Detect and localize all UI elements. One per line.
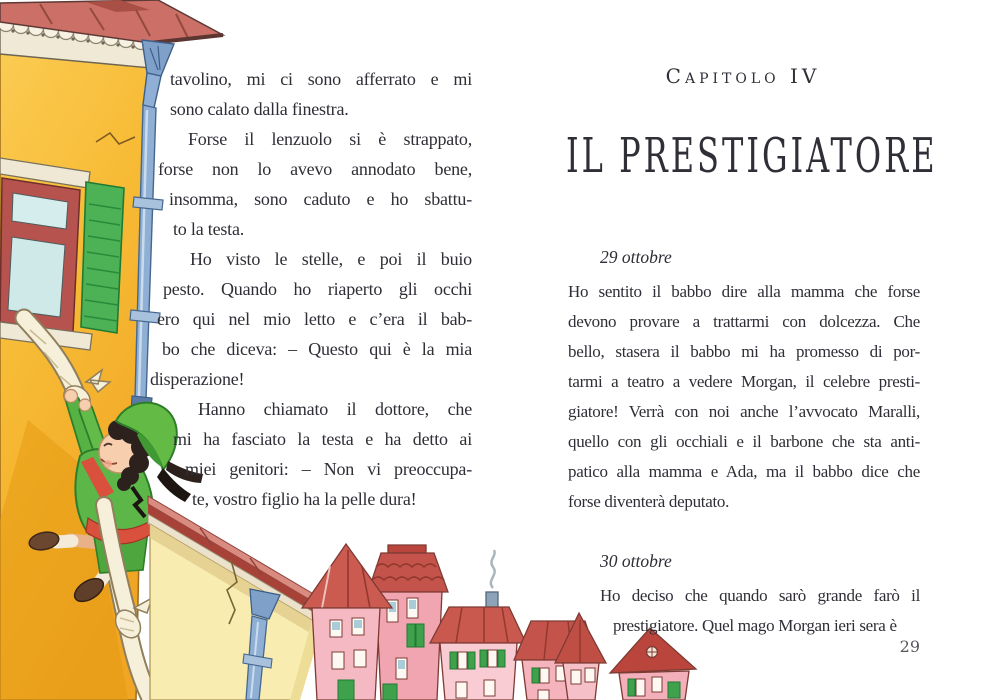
left-page-text <box>150 64 472 514</box>
window-pane-bottom <box>8 237 65 317</box>
text-line: forse diventerà deputato. <box>568 492 730 511</box>
text-line: Ho sentito il babbo dire alla mamma che forse <box>568 282 920 301</box>
text-line: pesto. Quando ho riaperto gli occhi <box>163 279 472 299</box>
text-line: patico alla mamma e Ada, ma il babbo dice che <box>568 462 920 481</box>
text-line: mi ha fasciato la testa e ha detto ai <box>173 429 472 449</box>
text-line: ero qui nel mio letto e c’era il bab- <box>157 309 472 329</box>
text-line: to la testa. <box>173 219 245 239</box>
text-line: prestigiatore. Quel mago Morgan ieri sera è <box>613 616 897 635</box>
chapter-label: Capitolo IV <box>665 64 821 88</box>
text-line: sono calato dalla finestra. <box>170 99 349 119</box>
page-number: 29 <box>899 637 920 656</box>
hand <box>65 390 78 403</box>
text-line: Ho deciso che quando sarò grande farò il <box>600 586 920 605</box>
house-scalloped <box>368 545 448 700</box>
chimney-smoke <box>491 550 495 588</box>
house-chimney <box>430 550 526 700</box>
text-line: bo che diceva: – Questo qui è la mia <box>162 339 472 359</box>
diary-entry-text <box>568 277 920 517</box>
diary-entry-date: 29 ottobre <box>600 247 672 267</box>
diary-entry-text <box>568 581 920 641</box>
text-line: Forse il lenzuolo si è strappato, <box>188 129 472 149</box>
text-line: te, vostro figlio ha la pelle dura! <box>192 489 417 509</box>
text-line: tavolino, mi ci sono afferrato e mi <box>170 69 472 89</box>
text-line: tarmi a teatro a vedere Morgan, il celebre presti- <box>568 372 920 391</box>
text-line: Hanno chiamato il dottore, che <box>198 399 472 419</box>
chapter-title: IL PRESTIGIATORE <box>566 127 938 184</box>
text-line: devono provare a trattarmi con dolcezza. Che <box>568 312 920 331</box>
text-line: giatore! Verrà con noi anche l’avvocato Maralli, <box>568 402 920 421</box>
text-line: insomma, sono caduto e ho sbattu- <box>169 189 472 209</box>
diary-entry-date: 30 ottobre <box>600 551 672 571</box>
text-line: quello con gli occhiali e il barbone che sta anti- <box>568 432 920 451</box>
text-line: forse non lo avevo annodato bene, <box>158 159 472 179</box>
shutter <box>81 182 124 333</box>
text-line: bello, stasera il babbo mi ha promesso di por- <box>568 342 920 361</box>
text-line: disperazione! <box>150 369 245 389</box>
text-line: miei genitori: – Non vi preoccupa- <box>185 459 472 479</box>
hand <box>79 399 91 411</box>
text-line: Ho visto le stelle, e poi il buio <box>190 249 472 269</box>
